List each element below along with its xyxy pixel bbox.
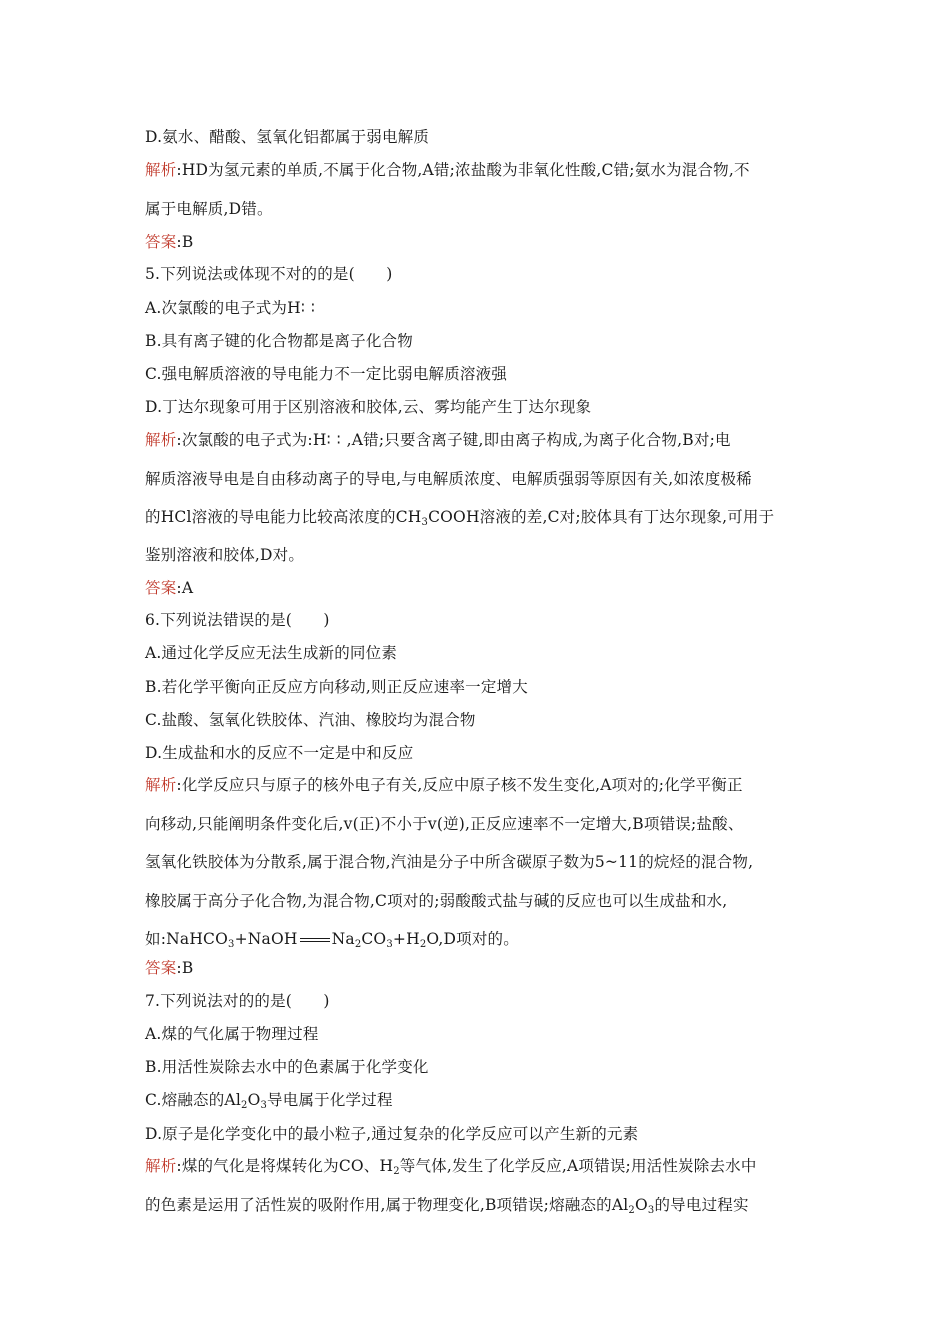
analysis-label: 解析 xyxy=(145,1157,177,1175)
q6-option-b: B.若化学平衡向正反应方向移动,则正反应速率一定增大 xyxy=(145,678,528,696)
answer-label: 答案 xyxy=(145,233,177,251)
q6-analysis-line-2: 向移动,只能阐明条件变化后,v(正)不小于v(逆),正反应速率不一定增大,B项错误;盐酸、 xyxy=(145,815,744,833)
q5-option-a: A.次氯酸的电子式为H∶∶ xyxy=(145,299,321,317)
q4-analysis-line-1: 解析:HD为氢元素的单质,不属于化合物,A错;浓盐酸为非氧化性酸,C错;氨水为混合物,不 xyxy=(145,161,750,179)
q5-analysis-line-1: 解析:次氯酸的电子式为:H∶∶,A错;只要含离子键,即由离子构成,为离子化合物,B对;电 xyxy=(145,431,731,449)
q6-option-a: A.通过化学反应无法生成新的同位素 xyxy=(145,644,398,662)
q6-analysis-line-4: 橡胶属于高分子化合物,为混合物,C项对的;弱酸酸式盐与碱的反应也可以生成盐和水, xyxy=(145,892,728,910)
electron-dots: ∶∶ xyxy=(326,431,347,449)
q6-analysis-line-3: 氢氧化铁胶体为分散系,属于混合物,汽油是分子中所含碳原子数为5~11的烷烃的混合物, xyxy=(145,853,754,871)
q6-analysis-line-5: 如:NaHCO$_3$+NaOH $Na_2CO_3+H_2O,D$项对的。 xyxy=(145,930,519,950)
q7-option-b: B.用活性炭除去水中的色素属于化学变化 xyxy=(145,1058,429,1076)
reaction-equals-sign xyxy=(300,938,330,942)
analysis-label: 解析 xyxy=(145,431,177,449)
answer-label: 答案 xyxy=(145,959,177,977)
q4-analysis-line-2: 属于电解质,D错。 xyxy=(145,200,273,218)
q7-option-a: A.煤的气化属于物理过程 xyxy=(145,1025,319,1043)
q5-stem: 5.下列说法或体现不对的的是( ) xyxy=(145,265,393,283)
q6-option-c: C.盐酸、氢氧化铁胶体、汽油、橡胶均为混合物 xyxy=(145,711,476,729)
q5-analysis-line-4: 鉴别溶液和胶体,D对。 xyxy=(145,546,305,564)
q4-answer: 答案:B xyxy=(145,233,194,251)
answer-label: 答案 xyxy=(145,579,177,597)
q5-analysis-line-2: 解质溶液导电是自由移动离子的导电,与电解质浓度、电解质强弱等原因有关,如浓度极稀 xyxy=(145,470,752,488)
q5-answer: 答案:A xyxy=(145,579,194,597)
q5-analysis-line-3: 的HCl溶液的导电能力比较高浓度的$CH_3COOH$溶液的差,C对;胶体具有丁达尔现象,可用于 xyxy=(145,508,775,528)
q7-option-c: C.熔融态的$Al_2O_3$导电属于化学过程 xyxy=(145,1091,393,1111)
q4-option-d: D.氨水、醋酸、氢氧化铝都属于弱电解质 xyxy=(145,128,430,146)
analysis-label: 解析 xyxy=(145,161,177,179)
q7-stem: 7.下列说法对的的是( ) xyxy=(145,992,330,1010)
q6-analysis-line-1: 解析:化学反应只与原子的核外电子有关,反应中原子核不发生变化,A项对的;化学平衡正 xyxy=(145,776,743,794)
q5-option-d: D.丁达尔现象可用于区别溶液和胶体,云、雾均能产生丁达尔现象 xyxy=(145,398,592,416)
q5-option-b: B.具有离子键的化合物都是离子化合物 xyxy=(145,332,413,350)
q6-stem: 6.下列说法错误的是( ) xyxy=(145,611,330,629)
q5-option-c: C.强电解质溶液的导电能力不一定比弱电解质溶液强 xyxy=(145,365,508,383)
analysis-label: 解析 xyxy=(145,776,177,794)
q7-analysis-line-2: 的色素是运用了活性炭的吸附作用,属于物理变化,B项错误;熔融态的$Al_2O_3$的导电过程实 xyxy=(145,1196,749,1216)
q6-answer: 答案:B xyxy=(145,959,194,977)
electron-dots: ∶∶ xyxy=(300,299,321,317)
q7-option-d: D.原子是化学变化中的最小粒子,通过复杂的化学反应可以产生新的元素 xyxy=(145,1125,639,1143)
q7-analysis-line-1: 解析:煤的气化是将煤转化为CO、$H_2$等气体,发生了化学反应,A项错误;用活性炭除去水中 xyxy=(145,1157,757,1177)
q6-option-d: D.生成盐和水的反应不一定是中和反应 xyxy=(145,744,414,762)
